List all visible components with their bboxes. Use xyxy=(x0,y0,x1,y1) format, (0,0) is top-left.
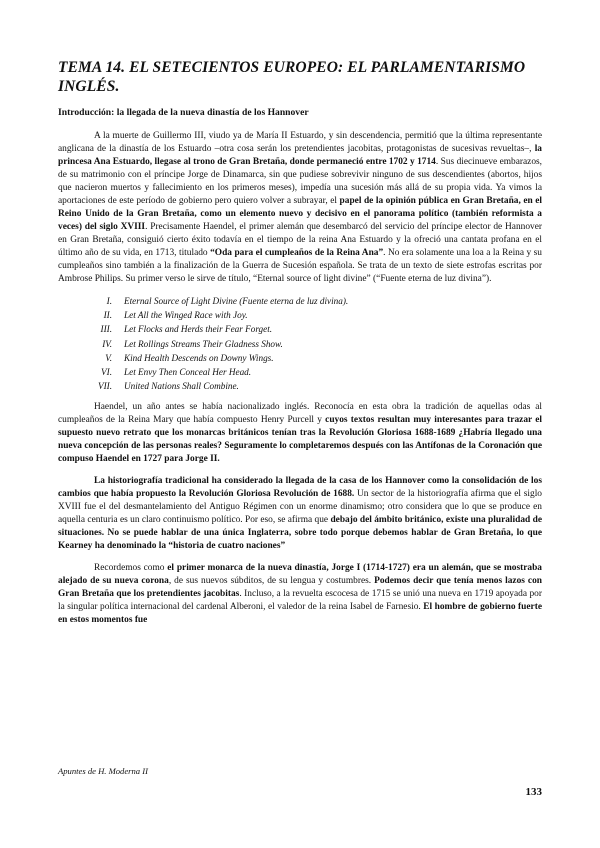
bold-text-run: papel de la opinión pública en Gran Bretaña, en el Reino Unido de la Gran Bretaña, como un elemento nuevo y decisivo en el panorama político (también reformista a veces) del siglo XVIII xyxy=(58,196,542,232)
verse-text: Let Rollings Streams Their Gladness Show. xyxy=(124,338,283,349)
verse-item xyxy=(58,351,542,365)
bold-text-run: La historiografía tradicional ha considerado la llegada de la casa de los Hannover como la consolidación de los cambios que había propuesto la Revolución Gloriosa Revolución de 1688. xyxy=(58,476,542,500)
verse-text: Kind Health Descends on Downy Wings. xyxy=(124,352,274,363)
verse-item xyxy=(58,322,542,336)
paragraph-3 xyxy=(58,475,542,553)
text-run: , de sus nuevos súbditos, de su lengua y costumbres. xyxy=(168,576,375,587)
page-title: TEMA 14. EL SETECIENTOS EUROPEO: EL PARLAMENTARISMO INGLÉS. xyxy=(58,59,526,95)
bold-text-run: Podemos decir que tenía menos lazos con Gran Bretaña que los pretendientes jacobitas xyxy=(58,576,542,600)
verse-text: Eternal Source of Light Divine (Fuente eterna de luz divina). xyxy=(124,296,349,306)
text-run: Recordemos como xyxy=(94,563,168,574)
verse-number: VI. xyxy=(101,367,112,378)
bold-text-run: la princesa Ana Estuardo, llegase al trono de Gran Bretaña, donde permaneció entre 1702 y 1714 xyxy=(58,144,542,167)
verse-number: II. xyxy=(103,310,112,321)
bold-text-run: El hombre de gobierno fuerte en estos momentos fue xyxy=(58,602,542,626)
text-run: . Precisamente Haendel, el primer alemán que desembarcó del servicio del príncipe elector de Hannover en Gran Bretaña, consiguió cierto éxito todavía en el tiempo de la reina Ana Estuardo y la ofreció una cantata profana en el último año de su vida, en 1713, titulado xyxy=(58,222,542,258)
verse-number: III. xyxy=(100,324,112,335)
document-page xyxy=(58,58,542,627)
verse-list xyxy=(58,294,542,393)
text-run: Haendel, un año antes se había nacionalizado inglés. Reconocía en esta obra la tradición de aquellas odas al cumpleaños de la Reina Mary que había compuesto Henry Purcell y xyxy=(58,402,542,426)
verse-text: Let Envy Then Conceal Her Head. xyxy=(124,367,252,378)
bold-text-run: debajo del ámbito británico, existe una pluralidad de situaciones. No se puede hablar de una única Inglaterra, sobre todo porque debemos hablar de Gran Bretaña, lo que Kearney ha denominado la “historia de cuatro naciones” xyxy=(58,515,542,552)
text-run: . Sus diecinueve embarazos, de su matrimonio con el príncipe Jorge de Dinamarca, sin que pudiese sobrevivir ninguno de sus descendientes (abortos, hijos que nacieron muertos y fallecimiento en los primeros meses), impedía una sucesión más allá de su propia vida. Ya vimos la aportaciones de este período de gobierno pero quiero volver a subrayar, el xyxy=(58,157,542,206)
page-number: 133 xyxy=(525,786,542,798)
verse-item xyxy=(58,337,542,351)
paragraph-1 xyxy=(58,130,542,286)
paragraph-4 xyxy=(58,562,542,627)
verse-item xyxy=(58,379,542,393)
verse-number: VII. xyxy=(97,381,112,392)
verse-number: I. xyxy=(106,296,112,306)
bold-text-run: cuyos textos resultan muy interesantes para trazar el supuesto nuevo retrato que los monarcas británicos tenían tras la Revolución Gloriosa 1688-1689 ¿Habría llegado una nueva concepción de las personas reales? Seguramente lo completaremos después con las Antífonas de la Coronación que compuso Haendel en 1727 para Jorge II. xyxy=(58,415,542,465)
verse-number: IV. xyxy=(102,338,112,349)
verse-item xyxy=(58,294,542,308)
text-run: Un sector de la historiografía afirma que el siglo XVIII fue el del desmantelamiento del Antiguo Régimen con un enorme dinamismo; otro considera que lo que se produce en aquella centuria es un claro continuismo político. Por eso, se afirma que xyxy=(58,489,542,526)
text-run: A la muerte de Guillermo III, viudo ya de María II Estuardo, y sin descendencia, permitió que la última representante anglicana de la dinastía de los Estuardo –otra cosa serán los pretendientes jacobitas, protagonistas de sucesivas revueltas–, xyxy=(58,131,542,154)
footer-note: Apuntes de H. Moderna II xyxy=(58,766,148,776)
section-heading: Introducción: la llegada de la nueva dinastía de los Hannover xyxy=(58,107,309,118)
verse-item xyxy=(58,308,542,322)
paragraph-2 xyxy=(58,401,542,466)
text-run: . No era solamente una loa a la Reina y su cumpleaños sino también a la finalización de la Guerra de Sucesión española. Se trata de un texto de siete estrofas escritas por Ambrose Philips. Su primer verso le sirve de título, “Eternal source of light divine” (“Fuente eterna de luz divina”). xyxy=(58,248,542,284)
verse-text: United Nations Shall Combine. xyxy=(124,381,239,392)
bold-text-run: el primer monarca de la nueva dinastía, Jorge I (1714-1727) era un alemán, que se mostraba alejado de su nueva corona xyxy=(58,563,542,587)
verse-item xyxy=(58,365,542,379)
verse-text: Let All the Winged Race with Joy. xyxy=(124,310,248,321)
verse-text: Let Flocks and Herds their Fear Forget. xyxy=(124,324,273,335)
text-run: . Incluso, a la revuelta escocesa de 1715 se unió una nueva en 1719 apoyada por la singular política internacional del cardenal Alberoni, el valedor de la reina Isabel de Farnesio. xyxy=(58,589,542,613)
verse-number: V. xyxy=(105,352,112,363)
bold-text-run: “Oda para el cumpleaños de la Reina Ana” xyxy=(210,248,384,258)
